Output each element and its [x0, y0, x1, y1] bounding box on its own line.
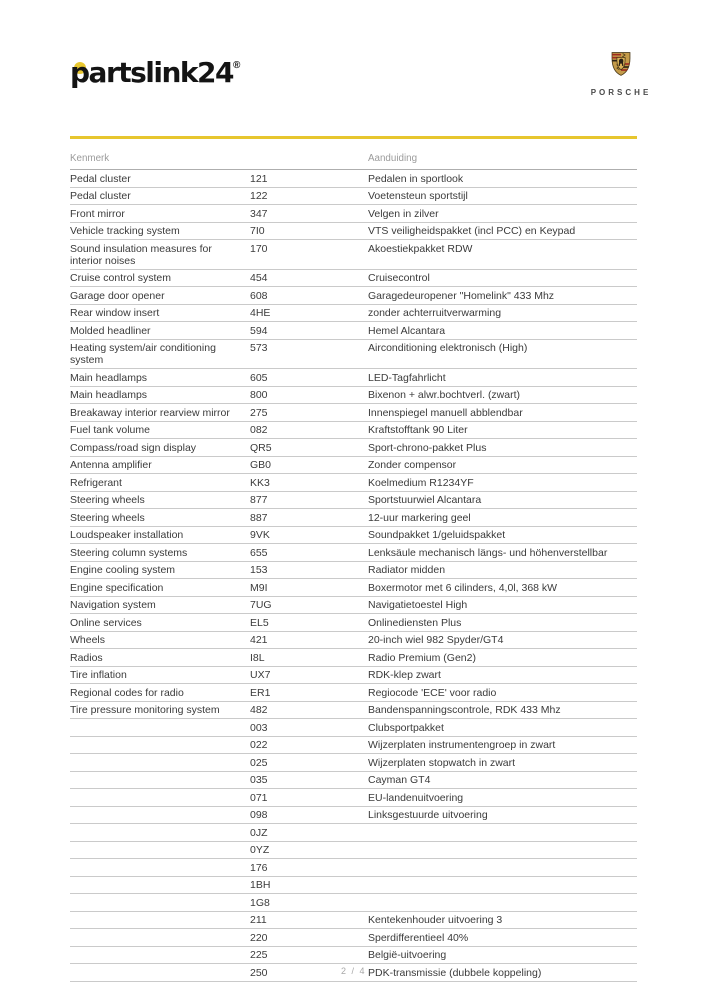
- page-number: 2 / 4: [340, 966, 366, 976]
- feature-cell: Steering wheels: [70, 509, 250, 527]
- partslink24-logo: [70, 46, 240, 98]
- table-row: [70, 439, 637, 457]
- table-row: [70, 736, 637, 754]
- feature-cell: Loudspeaker installation: [70, 526, 250, 544]
- description-cell: [368, 859, 637, 877]
- feature-cell: [70, 929, 250, 947]
- table-row: [70, 269, 637, 287]
- table-row: [70, 876, 637, 894]
- feature-cell: Pedal cluster: [70, 170, 250, 188]
- description-cell: Kraftstofftank 90 Liter: [368, 421, 637, 439]
- code-cell: 035: [250, 771, 368, 789]
- description-cell: Boxermotor met 6 cilinders, 4,0l, 368 kW: [368, 579, 637, 597]
- table-row: [70, 894, 637, 912]
- table-row: [70, 719, 637, 737]
- code-cell: 176: [250, 859, 368, 877]
- feature-cell: [70, 824, 250, 842]
- feature-cell: [70, 719, 250, 737]
- feature-cell: [70, 789, 250, 807]
- table-row: [70, 789, 637, 807]
- feature-cell: Molded headliner: [70, 322, 250, 340]
- description-cell: Sport-chrono-pakket Plus: [368, 439, 637, 457]
- code-cell: 121: [250, 170, 368, 188]
- code-cell: 347: [250, 205, 368, 223]
- description-cell: Koelmedium R1234YF: [368, 474, 637, 492]
- description-cell: VTS veiligheidspakket (incl PCC) en Keypad: [368, 222, 637, 240]
- code-cell: GB0: [250, 456, 368, 474]
- table-row: [70, 509, 637, 527]
- code-cell: 9VK: [250, 526, 368, 544]
- code-cell: 655: [250, 544, 368, 562]
- feature-cell: Online services: [70, 614, 250, 632]
- table-row: [70, 684, 637, 702]
- description-cell: [368, 876, 637, 894]
- code-cell: 594: [250, 322, 368, 340]
- column-header-aanduiding: Aanduiding: [368, 150, 637, 170]
- table-row: [70, 579, 637, 597]
- feature-cell: Pedal cluster: [70, 187, 250, 205]
- logo-registered-mark: ®: [233, 60, 241, 71]
- description-cell: 20-inch wiel 982 Spyder/GT4: [368, 631, 637, 649]
- description-cell: RDK-klep zwart: [368, 666, 637, 684]
- description-cell: Pedalen in sportlook: [368, 170, 637, 188]
- table-row: [70, 754, 637, 772]
- description-cell: Onlinediensten Plus: [368, 614, 637, 632]
- code-cell: KK3: [250, 474, 368, 492]
- table-row: [70, 386, 637, 404]
- description-cell: België-uitvoering: [368, 946, 637, 964]
- table-row: [70, 561, 637, 579]
- options-table-body: [70, 170, 637, 982]
- feature-cell: [70, 754, 250, 772]
- porsche-brand-block: [585, 48, 657, 97]
- table-row: [70, 369, 637, 387]
- table-row: [70, 404, 637, 422]
- options-table: [70, 150, 637, 982]
- code-cell: 211: [250, 911, 368, 929]
- table-row: [70, 421, 637, 439]
- description-cell: Radiator midden: [368, 561, 637, 579]
- code-cell: 0YZ: [250, 841, 368, 859]
- description-cell: Sportstuurwiel Alcantara: [368, 491, 637, 509]
- feature-cell: Engine cooling system: [70, 561, 250, 579]
- description-cell: EU-landenuitvoering: [368, 789, 637, 807]
- description-cell: Wijzerplaten instrumentengroep in zwart: [368, 736, 637, 754]
- code-cell: QR5: [250, 439, 368, 457]
- code-cell: 071: [250, 789, 368, 807]
- table-row: [70, 491, 637, 509]
- feature-cell: Vehicle tracking system: [70, 222, 250, 240]
- description-cell: Soundpakket 1/geluidspakket: [368, 526, 637, 544]
- feature-cell: [70, 894, 250, 912]
- description-cell: [368, 841, 637, 859]
- feature-cell: Engine specification: [70, 579, 250, 597]
- description-cell: Hemel Alcantara: [368, 322, 637, 340]
- description-cell: Velgen in zilver: [368, 205, 637, 223]
- description-cell: Innenspiegel manuell abblendbar: [368, 404, 637, 422]
- code-cell: 250: [250, 964, 368, 982]
- table-row: [70, 526, 637, 544]
- feature-cell: [70, 911, 250, 929]
- table-header-row: [70, 150, 637, 170]
- description-cell: Sperdifferentieel 40%: [368, 929, 637, 947]
- feature-cell: [70, 859, 250, 877]
- code-cell: 4HE: [250, 304, 368, 322]
- feature-cell: [70, 841, 250, 859]
- description-cell: Akoestiekpakket RDW: [368, 240, 637, 270]
- table-row: [70, 596, 637, 614]
- table-row: [70, 456, 637, 474]
- feature-cell: Radios: [70, 649, 250, 667]
- code-cell: 605: [250, 369, 368, 387]
- code-cell: I8L: [250, 649, 368, 667]
- table-row: [70, 474, 637, 492]
- porsche-crest-icon: [599, 48, 643, 80]
- table-row: [70, 929, 637, 947]
- table-row: [70, 806, 637, 824]
- logo-text: partslink24: [70, 56, 234, 89]
- table-row: [70, 287, 637, 305]
- feature-cell: Tire inflation: [70, 666, 250, 684]
- code-cell: 122: [250, 187, 368, 205]
- description-cell: Bixenon + alwr.bochtverl. (zwart): [368, 386, 637, 404]
- code-cell: 1BH: [250, 876, 368, 894]
- feature-cell: Antenna amplifier: [70, 456, 250, 474]
- description-cell: 12-uur markering geel: [368, 509, 637, 527]
- table-row: [70, 649, 637, 667]
- table-row: [70, 614, 637, 632]
- code-cell: UX7: [250, 666, 368, 684]
- table-row: [70, 859, 637, 877]
- feature-cell: Tire pressure monitoring system: [70, 701, 250, 719]
- code-cell: 7I0: [250, 222, 368, 240]
- feature-cell: Compass/road sign display: [70, 439, 250, 457]
- code-cell: M9I: [250, 579, 368, 597]
- code-cell: 022: [250, 736, 368, 754]
- feature-cell: [70, 771, 250, 789]
- table-row: [70, 841, 637, 859]
- description-cell: Cruisecontrol: [368, 269, 637, 287]
- code-cell: 573: [250, 339, 368, 369]
- description-cell: Radio Premium (Gen2): [368, 649, 637, 667]
- code-cell: 482: [250, 701, 368, 719]
- code-cell: 877: [250, 491, 368, 509]
- description-cell: Cayman GT4: [368, 771, 637, 789]
- feature-cell: Steering wheels: [70, 491, 250, 509]
- table-row: [70, 187, 637, 205]
- description-cell: Garagedeuropener "Homelink" 433 Mhz: [368, 287, 637, 305]
- feature-cell: Cruise control system: [70, 269, 250, 287]
- feature-cell: Fuel tank volume: [70, 421, 250, 439]
- code-cell: 003: [250, 719, 368, 737]
- code-cell: 454: [250, 269, 368, 287]
- code-cell: 025: [250, 754, 368, 772]
- feature-cell: Steering column systems: [70, 544, 250, 562]
- table-row: [70, 240, 637, 270]
- description-cell: zonder achterruitverwarming: [368, 304, 637, 322]
- feature-cell: [70, 736, 250, 754]
- description-cell: Kentekenhouder uitvoering 3: [368, 911, 637, 929]
- code-cell: 421: [250, 631, 368, 649]
- code-cell: 225: [250, 946, 368, 964]
- yellow-divider: [70, 136, 637, 139]
- description-cell: Regiocode 'ECE' voor radio: [368, 684, 637, 702]
- table-row: [70, 544, 637, 562]
- description-cell: Zonder compensor: [368, 456, 637, 474]
- table-row: [70, 824, 637, 842]
- description-cell: Bandenspanningscontrole, RDK 433 Mhz: [368, 701, 637, 719]
- table-row: [70, 631, 637, 649]
- code-cell: 153: [250, 561, 368, 579]
- feature-cell: Garage door opener: [70, 287, 250, 305]
- feature-cell: [70, 946, 250, 964]
- table-row: [70, 304, 637, 322]
- table-row: [70, 771, 637, 789]
- code-cell: 220: [250, 929, 368, 947]
- table-row: [70, 205, 637, 223]
- code-cell: 800: [250, 386, 368, 404]
- code-cell: EL5: [250, 614, 368, 632]
- feature-cell: Front mirror: [70, 205, 250, 223]
- table-row: [70, 911, 637, 929]
- description-cell: [368, 824, 637, 842]
- feature-cell: [70, 876, 250, 894]
- table-row: [70, 322, 637, 340]
- code-cell: 7UG: [250, 596, 368, 614]
- table-row: [70, 946, 637, 964]
- table-row: [70, 339, 637, 369]
- feature-cell: Main headlamps: [70, 369, 250, 387]
- description-cell: PDK-transmissie (dubbele koppeling): [368, 964, 637, 982]
- feature-cell: Breakaway interior rearview mirror: [70, 404, 250, 422]
- description-cell: [368, 894, 637, 912]
- code-cell: 275: [250, 404, 368, 422]
- feature-cell: Heating system/air conditioning system: [70, 339, 250, 369]
- code-cell: ER1: [250, 684, 368, 702]
- description-cell: Wijzerplaten stopwatch in zwart: [368, 754, 637, 772]
- description-cell: Linksgestuurde uitvoering: [368, 806, 637, 824]
- code-cell: 887: [250, 509, 368, 527]
- page-header: [70, 0, 657, 112]
- feature-cell: Refrigerant: [70, 474, 250, 492]
- feature-cell: Navigation system: [70, 596, 250, 614]
- code-cell: 082: [250, 421, 368, 439]
- feature-cell: Rear window insert: [70, 304, 250, 322]
- column-header-code: [250, 150, 368, 170]
- table-row: [70, 170, 637, 188]
- description-cell: Clubsportpakket: [368, 719, 637, 737]
- feature-cell: [70, 806, 250, 824]
- column-header-kenmerk: Kenmerk: [70, 150, 250, 170]
- porsche-wordmark: PORSCHE: [590, 88, 652, 97]
- description-cell: Voetensteun sportstijl: [368, 187, 637, 205]
- code-cell: 170: [250, 240, 368, 270]
- description-cell: Navigatietoestel High: [368, 596, 637, 614]
- description-cell: Airconditioning elektronisch (High): [368, 339, 637, 369]
- feature-cell: Sound insulation measures for interior noises: [70, 240, 250, 270]
- feature-cell: Regional codes for radio: [70, 684, 250, 702]
- feature-cell: Main headlamps: [70, 386, 250, 404]
- description-cell: LED-Tagfahrlicht: [368, 369, 637, 387]
- code-cell: 0JZ: [250, 824, 368, 842]
- code-cell: 608: [250, 287, 368, 305]
- table-row: [70, 666, 637, 684]
- code-cell: 098: [250, 806, 368, 824]
- code-cell: 1G8: [250, 894, 368, 912]
- table-row: [70, 222, 637, 240]
- description-cell: Lenksäule mechanisch längs- und höhenverstellbar: [368, 544, 637, 562]
- table-row: [70, 701, 637, 719]
- feature-cell: Wheels: [70, 631, 250, 649]
